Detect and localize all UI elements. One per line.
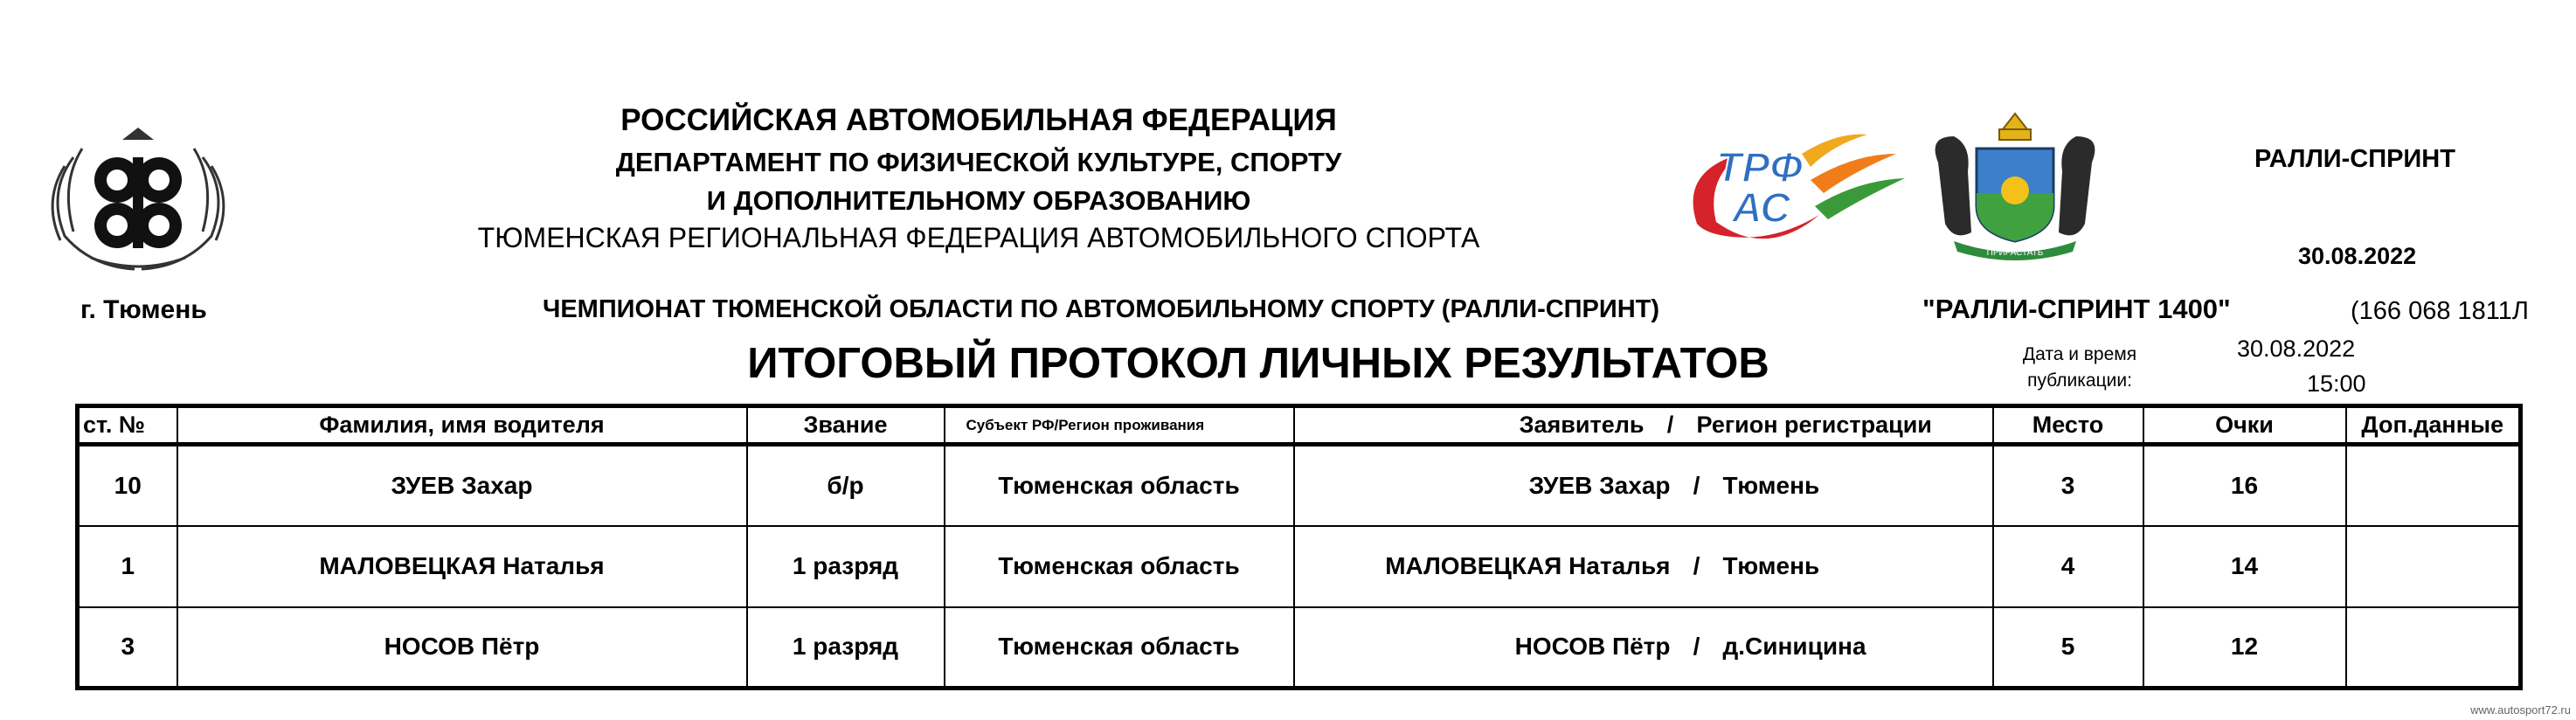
- header-slash: /: [1666, 412, 1674, 438]
- cell-points: 14: [2143, 526, 2346, 607]
- header-entrant-region: Регион регистрации: [1696, 412, 1932, 438]
- header-driver-name: Фамилия, имя водителя: [177, 406, 747, 445]
- header-points: Очки: [2143, 406, 2346, 445]
- results-table: [75, 404, 2523, 690]
- cell-rank: 1 разряд: [747, 526, 945, 607]
- cell-points: 12: [2143, 607, 2346, 689]
- coat-of-arms: [1919, 110, 2111, 267]
- cell-entrant-name: ЗУЕВ Захар: [1528, 471, 1671, 499]
- table-row: [78, 607, 2521, 689]
- trf-text: ТРФ: [1716, 145, 1803, 191]
- publication-date: 30.08.2022: [2237, 336, 2356, 362]
- cell-region: Тюменская область: [945, 526, 1294, 607]
- cell-entrant: [1294, 445, 1993, 526]
- cell-rank: б/р: [747, 445, 945, 526]
- cell-driver-name: ЗУЕВ Захар: [177, 445, 747, 526]
- table-row: [78, 445, 2521, 526]
- table-header-row: [78, 406, 2521, 445]
- event-code: (166 068 1811Л: [2351, 297, 2529, 325]
- cell-entrant-region: Тюмень: [1722, 552, 1820, 579]
- raf-logo: [38, 122, 238, 280]
- cell-extra: [2346, 526, 2521, 607]
- cell-driver-name: НОСОВ Пётр: [177, 607, 747, 689]
- protocol-title: ИТОГОВЫЙ ПРОТОКОЛ ЛИЧНЫХ РЕЗУЛЬТАТОВ: [747, 340, 1769, 387]
- publication-time: 15:00: [2307, 370, 2366, 397]
- cell-place: 5: [1993, 607, 2143, 689]
- cell-entrant-name: НОСОВ Пётр: [1514, 633, 1671, 661]
- cell-entrant: [1294, 526, 1993, 607]
- cell-slash: /: [1693, 471, 1700, 499]
- header-region: Субъект РФ/Регион проживания: [945, 406, 1294, 445]
- cell-rank: 1 разряд: [747, 607, 945, 689]
- cell-driver-name: МАЛОВЕЦКАЯ Наталья: [177, 526, 747, 607]
- header-start-number: ст. №: [78, 406, 177, 445]
- city: г. Тюмень: [80, 295, 207, 324]
- header-rank: Звание: [747, 406, 945, 445]
- championship-title: ЧЕМПИОНАТ ТЮМЕНСКОЙ ОБЛАСТИ ПО АВТОМОБИЛЬНОМУ СПОРТУ (РАЛЛИ-СПРИНТ): [542, 295, 1660, 323]
- coat-ribbon-text: ПРИРАСТАТЬ: [1986, 248, 2044, 258]
- cell-extra: [2346, 607, 2521, 689]
- table-row: [78, 526, 2521, 607]
- cell-start-number: 3: [78, 607, 177, 689]
- cell-start-number: 10: [78, 445, 177, 526]
- publication-label-1: Дата и время: [2022, 344, 2137, 364]
- cell-entrant: [1294, 607, 1993, 689]
- event-name: "РАЛЛИ-СПРИНТ 1400": [1922, 294, 2231, 324]
- sport-name: РАЛЛИ-СПРИНТ: [2254, 145, 2455, 173]
- as-text: АС: [1732, 185, 1790, 232]
- header-extra: Доп.данные: [2346, 406, 2521, 445]
- cell-entrant-region: Тюмень: [1722, 471, 1820, 499]
- cell-entrant-name: МАЛОВЕЦКАЯ Наталья: [1385, 552, 1671, 579]
- cell-place: 4: [1993, 526, 2143, 607]
- cell-points: 16: [2143, 445, 2346, 526]
- trfas-logo: [1671, 119, 1915, 259]
- org-line-1: РОССИЙСКАЯ АВТОМОБИЛЬНАЯ ФЕДЕРАЦИЯ: [620, 103, 1337, 137]
- cell-slash: /: [1693, 633, 1700, 661]
- cell-region: Тюменская область: [945, 607, 1294, 689]
- cell-slash: /: [1693, 552, 1700, 579]
- org-line-2: ДЕПАРТАМЕНТ ПО ФИЗИЧЕСКОЙ КУЛЬТУРЕ, СПОРТУ: [615, 147, 1342, 177]
- header-entrant-label: Заявитель: [1519, 412, 1645, 438]
- header-place: Место: [1993, 406, 2143, 445]
- org-line-4: ТЮМЕНСКАЯ РЕГИОНАЛЬНАЯ ФЕДЕРАЦИЯ АВТОМОБИЛЬНОГО СПОРТА: [477, 222, 1480, 253]
- cell-extra: [2346, 445, 2521, 526]
- sport-date: 30.08.2022: [2298, 243, 2417, 269]
- cell-start-number: 1: [78, 526, 177, 607]
- org-line-3: И ДОПОЛНИТЕЛЬНОМУ ОБРАЗОВАНИЮ: [706, 185, 1251, 216]
- header-entrant: [1294, 406, 1993, 445]
- watermark: www.autosport72.ru: [2470, 703, 2571, 717]
- publication-label-2: публикации:: [2027, 370, 2132, 391]
- cell-region: Тюменская область: [945, 445, 1294, 526]
- cell-place: 3: [1993, 445, 2143, 526]
- cell-entrant-region: д.Синицина: [1722, 633, 1866, 661]
